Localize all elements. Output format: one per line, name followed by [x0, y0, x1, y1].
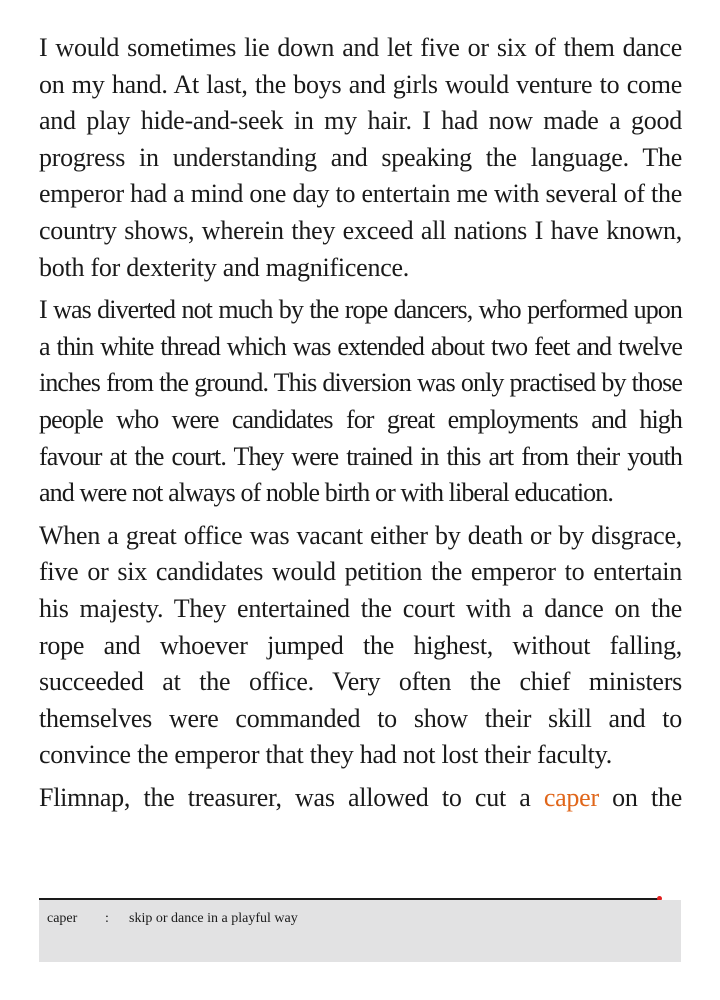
- glossary-separator: :: [105, 911, 109, 926]
- paragraph-1: I would sometimes lie down and let five or six of them dance on my hand. At last, the boys and girls would venture to come and play hide-and-seek in my hair. I had now made a good progress in understanding and speaking the language. The emperor had a mind one day to entertain me with several of the country shows, wherein they exceed all nations I have known, both for dexterity and magnificence.: [39, 33, 682, 282]
- paragraph-2: I was diverted not much by the rope dancers, who performed upon a thin white thread which was extended about two feet and twelve inches from the ground. This diversion was only practised by those people who were candidates for great employments and high favour at the court. They were trained in this art from their youth and were not always of noble birth or with liberal education.: [39, 295, 682, 508]
- page-body: [39, 30, 682, 822]
- glossary-box: [39, 900, 681, 962]
- glossary-term: caper: [47, 911, 78, 926]
- paragraph-4-text-after: on the: [612, 782, 682, 812]
- paragraph-4-text-before: Flimnap, the treasurer, was allowed to cut a: [39, 782, 531, 812]
- paragraph-4: [39, 780, 682, 817]
- glossary-entry: [47, 910, 298, 928]
- glossary-highlight-word[interactable]: caper: [543, 782, 599, 812]
- paragraph-3: When a great office was vacant either by death or by disgrace, five or six candidates would petition the emperor to entertain his majesty. They entertained the court with a dance on the rope and whoever jumped the highest, without falling, succeeded at the office. Very often the chief ministers themselves were commanded to show their skill and to convince the emperor that they had not lost their faculty.: [39, 520, 682, 770]
- glossary-definition: skip or dance in a playful way: [129, 911, 298, 926]
